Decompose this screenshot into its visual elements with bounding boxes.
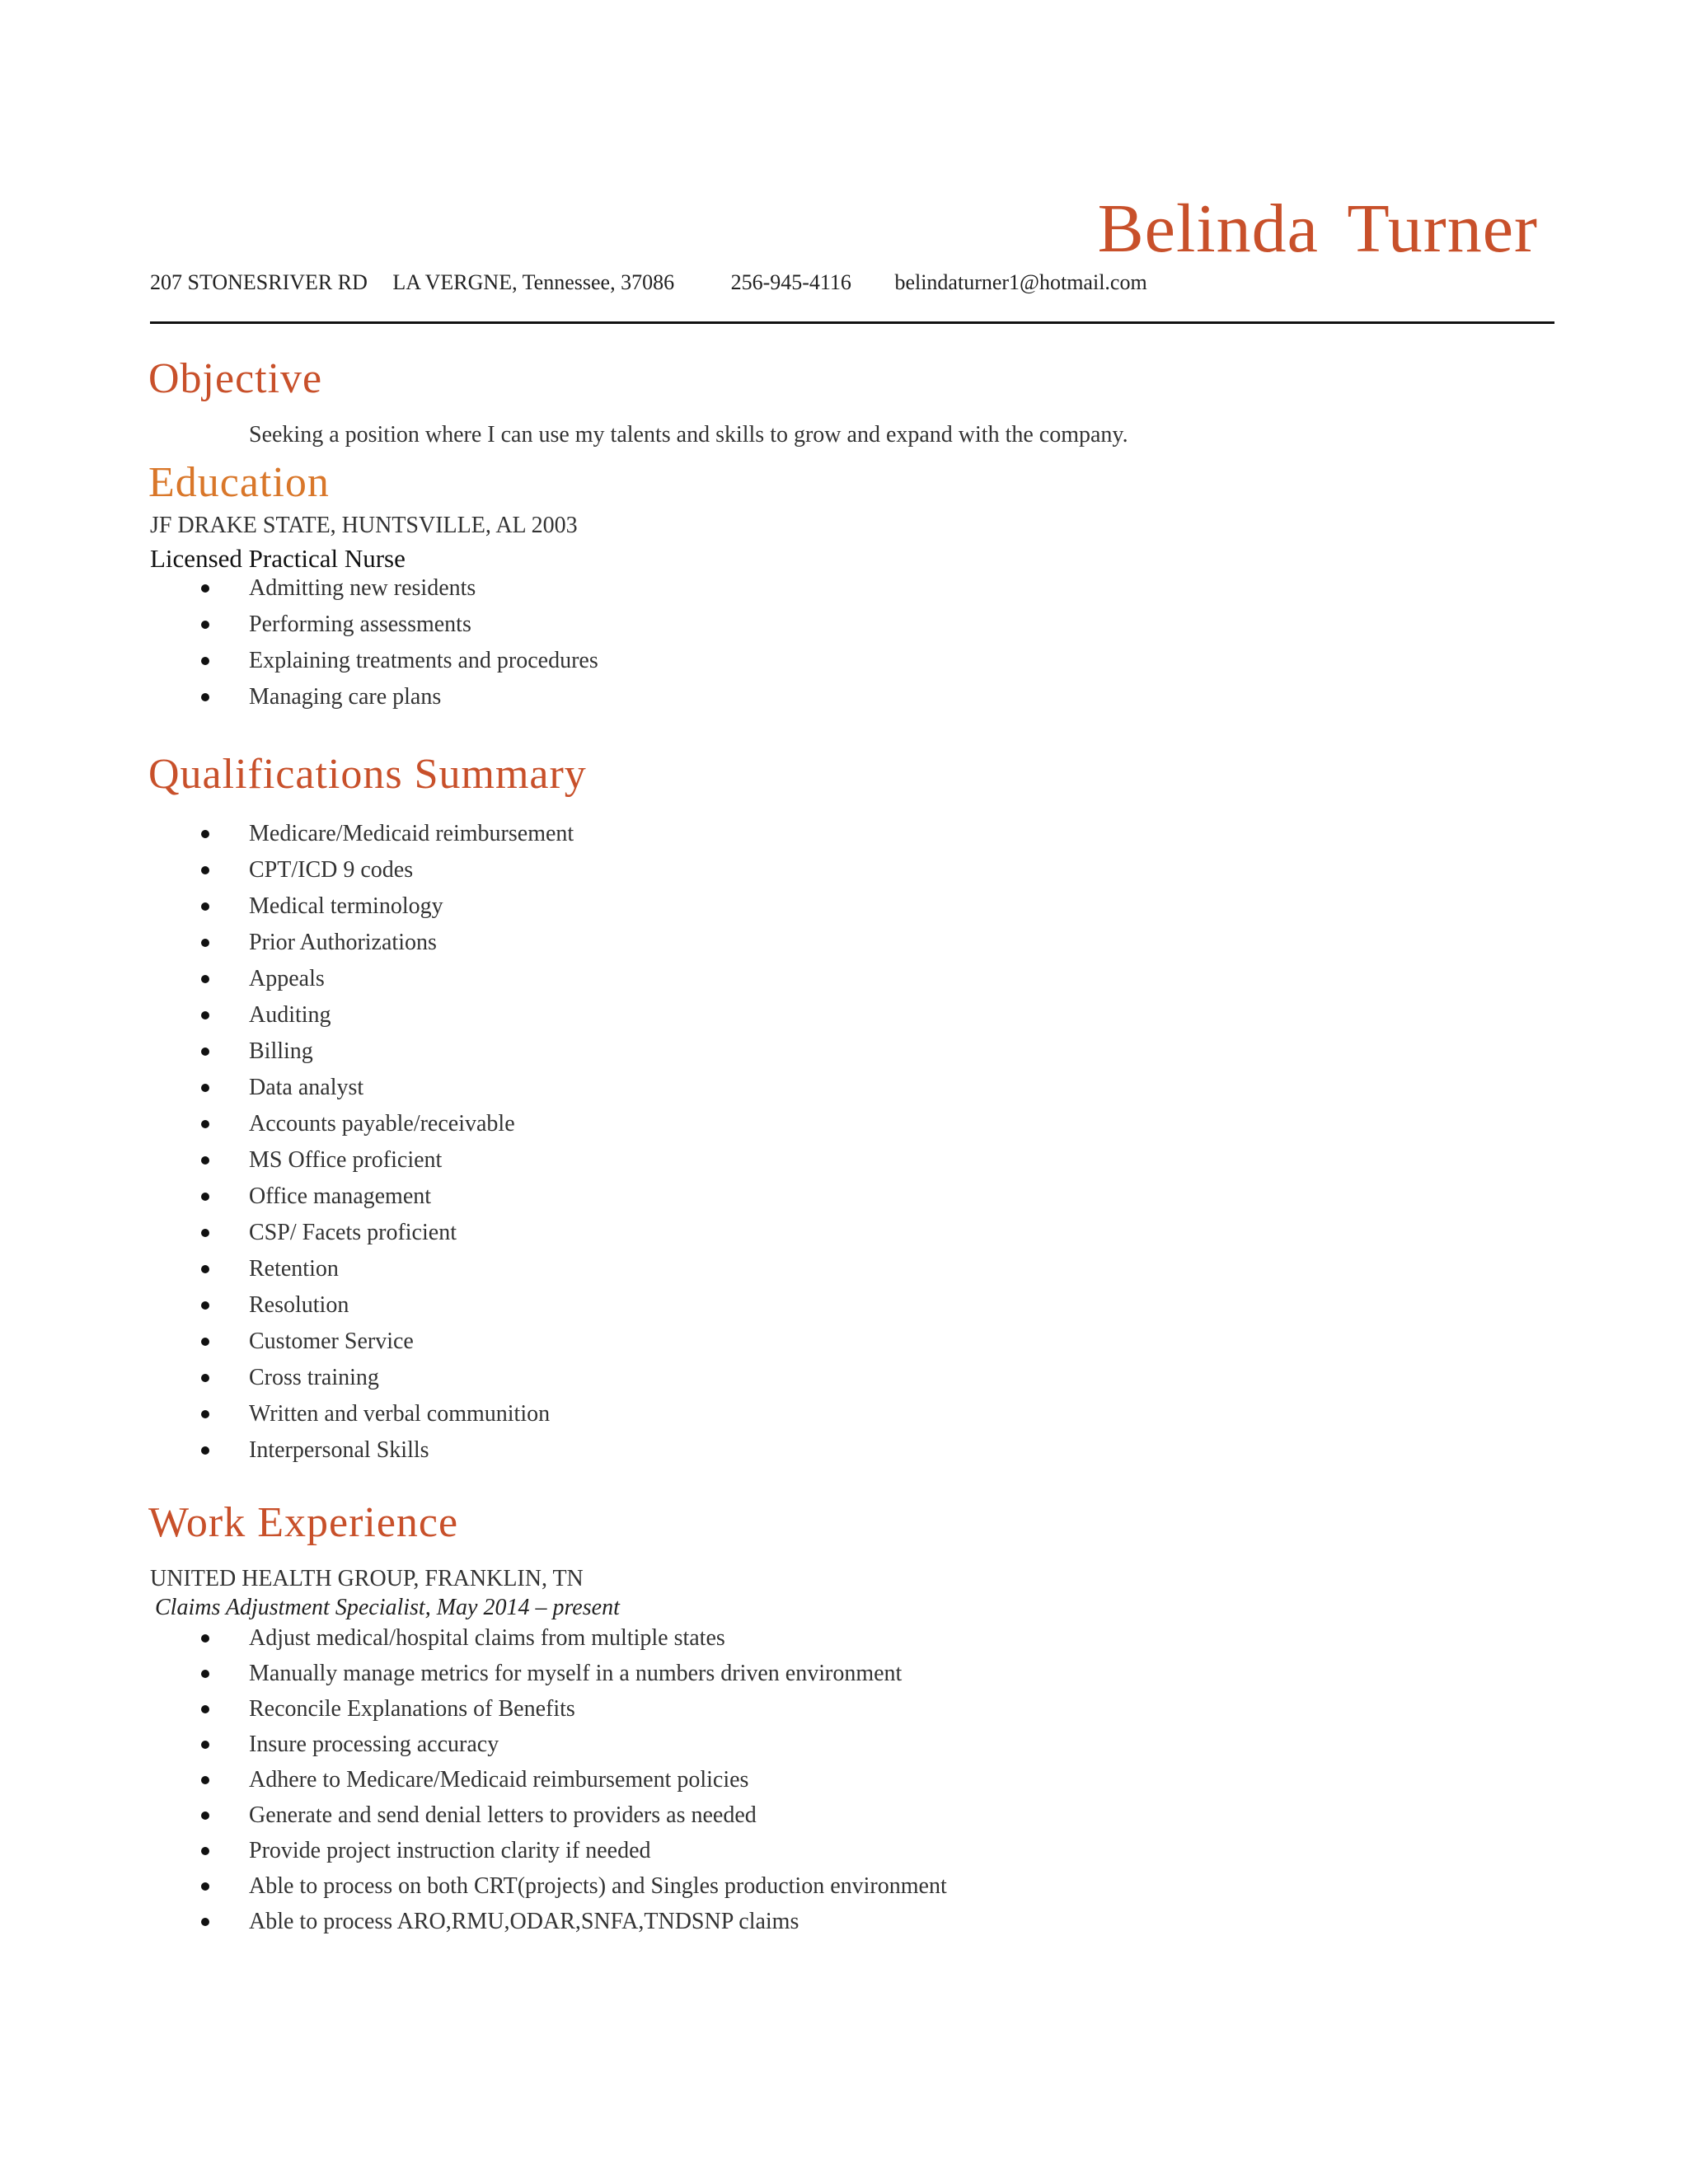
- bullet-icon: [201, 1741, 209, 1749]
- list-item-text: Retention: [249, 1256, 339, 1282]
- list-item-text: Able to process ARO,RMU,ODAR,SNFA,TNDSNP claims: [249, 1909, 799, 1934]
- bullet-icon: [201, 657, 209, 665]
- candidate-name: Belinda Turner: [1097, 190, 1538, 267]
- bullet-icon: [201, 939, 209, 947]
- bullet-icon: [201, 1265, 209, 1273]
- bullet-icon: [201, 830, 209, 838]
- bullet-icon: [201, 693, 209, 701]
- list-item: [0, 1040, 574, 1063]
- bullet-icon: [201, 1811, 209, 1820]
- list-item-text: Billing: [249, 1038, 313, 1064]
- list-item: [0, 968, 574, 991]
- list-item-text: Accounts payable/receivable: [249, 1111, 515, 1137]
- work-company: UNITED HEALTH GROUP, FRANKLIN, TN: [150, 1566, 584, 1591]
- list-item: [0, 1185, 574, 1208]
- bullet-icon: [201, 1705, 209, 1713]
- bullet-icon: [201, 1156, 209, 1165]
- list-item: [0, 1875, 947, 1898]
- bullet-icon: [201, 1084, 209, 1092]
- header-divider: [150, 321, 1554, 324]
- qualifications-heading: Qualifications Summary: [148, 751, 587, 798]
- bullet-icon: [201, 584, 209, 593]
- bullet-icon: [201, 1634, 209, 1643]
- list-item-text: Adjust medical/hospital claims from multiple states: [249, 1625, 725, 1651]
- list-item-text: Adhere to Medicare/Medicaid reimbursement policies: [249, 1767, 749, 1793]
- list-item: [0, 686, 598, 709]
- list-item-text: CPT/ICD 9 codes: [249, 857, 414, 883]
- list-item: [0, 1627, 947, 1650]
- list-item-text: Interpersonal Skills: [249, 1437, 429, 1463]
- list-item-text: Data analyst: [249, 1075, 364, 1100]
- bullet-icon: [201, 1670, 209, 1678]
- bullet-icon: [201, 1374, 209, 1382]
- list-item: [0, 649, 598, 673]
- list-item-text: Resolution: [249, 1292, 349, 1318]
- work-heading: Work Experience: [148, 1499, 459, 1546]
- contact-email: belindaturner1@hotmail.com: [894, 270, 1147, 294]
- list-item: [0, 823, 574, 846]
- list-item-text: Medical terminology: [249, 893, 443, 919]
- qualifications-list: [0, 823, 574, 1475]
- list-item: [0, 1733, 947, 1756]
- list-item-text: Manually manage metrics for myself in a numbers driven environment: [249, 1661, 903, 1686]
- list-item: [0, 1076, 574, 1099]
- list-item: [0, 1840, 947, 1863]
- list-item-text: Admitting new residents: [249, 575, 476, 601]
- list-item-text: CSP/ Facets proficient: [249, 1220, 457, 1245]
- work-role: Claims Adjustment Specialist, May 2014 – present: [155, 1595, 620, 1620]
- bullet-icon: [201, 1193, 209, 1201]
- bullet-icon: [201, 1918, 209, 1926]
- list-item: [0, 1221, 574, 1244]
- list-item: [0, 1662, 947, 1685]
- bullet-icon: [201, 621, 209, 629]
- contact-phone: 256-945-4116: [730, 270, 851, 294]
- bullet-icon: [201, 1446, 209, 1455]
- list-item-text: Prior Authorizations: [249, 930, 437, 955]
- bullet-icon: [201, 1120, 209, 1128]
- list-item: [0, 859, 574, 882]
- list-item: [0, 1439, 574, 1462]
- work-duties-list: [0, 1627, 947, 1946]
- list-item: [0, 1004, 574, 1027]
- list-item-text: Office management: [249, 1183, 432, 1209]
- list-item: [0, 895, 574, 918]
- list-item-text: Explaining treatments and procedures: [249, 648, 598, 673]
- education-heading: Education: [148, 459, 330, 506]
- list-item-text: Medicare/Medicaid reimbursement: [249, 821, 574, 846]
- bullet-icon: [201, 1847, 209, 1855]
- list-item: [0, 1294, 574, 1317]
- list-item: [0, 577, 598, 600]
- list-item: [0, 1804, 947, 1827]
- list-item-text: Written and verbal communition: [249, 1401, 551, 1427]
- list-item-text: Provide project instruction clarity if needed: [249, 1838, 651, 1863]
- bullet-icon: [201, 1047, 209, 1056]
- list-item: [0, 1910, 947, 1933]
- education-school: JF DRAKE STATE, HUNTSVILLE, AL 2003: [150, 513, 578, 538]
- contact-address: 207 STONESRIVER RD: [150, 270, 368, 294]
- list-item: [0, 1113, 574, 1136]
- list-item-text: Managing care plans: [249, 684, 442, 710]
- list-item: [0, 1366, 574, 1390]
- list-item-text: Performing assessments: [249, 612, 471, 637]
- list-item: [0, 1698, 947, 1721]
- bullet-icon: [201, 1011, 209, 1019]
- list-item: [0, 613, 598, 636]
- contact-line: [150, 272, 1147, 293]
- list-item-text: Generate and send denial letters to providers as needed: [249, 1802, 757, 1828]
- bullet-icon: [201, 1776, 209, 1784]
- list-item-text: Customer Service: [249, 1329, 414, 1354]
- contact-city-state-zip: LA VERGNE, Tennessee, 37086: [392, 270, 675, 294]
- list-item: [0, 1330, 574, 1353]
- education-duties-list: [0, 577, 598, 722]
- bullet-icon: [201, 1410, 209, 1418]
- bullet-icon: [201, 1882, 209, 1891]
- list-item-text: Auditing: [249, 1002, 331, 1028]
- objective-heading: Objective: [148, 355, 323, 402]
- list-item-text: Able to process on both CRT(projects) and Singles production environment: [249, 1873, 947, 1899]
- list-item: [0, 1769, 947, 1792]
- objective-text: Seeking a position where I can use my talents and skills to grow and expand with the company.: [249, 422, 1128, 448]
- bullet-icon: [201, 1229, 209, 1237]
- bullet-icon: [201, 975, 209, 983]
- list-item-text: Cross training: [249, 1365, 379, 1390]
- bullet-icon: [201, 1338, 209, 1346]
- list-item: [0, 1149, 574, 1172]
- list-item: [0, 931, 574, 954]
- list-item: [0, 1258, 574, 1281]
- bullet-icon: [201, 1301, 209, 1310]
- list-item-text: MS Office proficient: [249, 1147, 443, 1173]
- list-item-text: Appeals: [249, 966, 325, 991]
- list-item-text: Reconcile Explanations of Benefits: [249, 1696, 575, 1722]
- list-item: [0, 1403, 574, 1426]
- bullet-icon: [201, 866, 209, 874]
- education-degree: Licensed Practical Nurse: [150, 544, 406, 573]
- bullet-icon: [201, 902, 209, 911]
- list-item-text: Insure processing accuracy: [249, 1732, 499, 1757]
